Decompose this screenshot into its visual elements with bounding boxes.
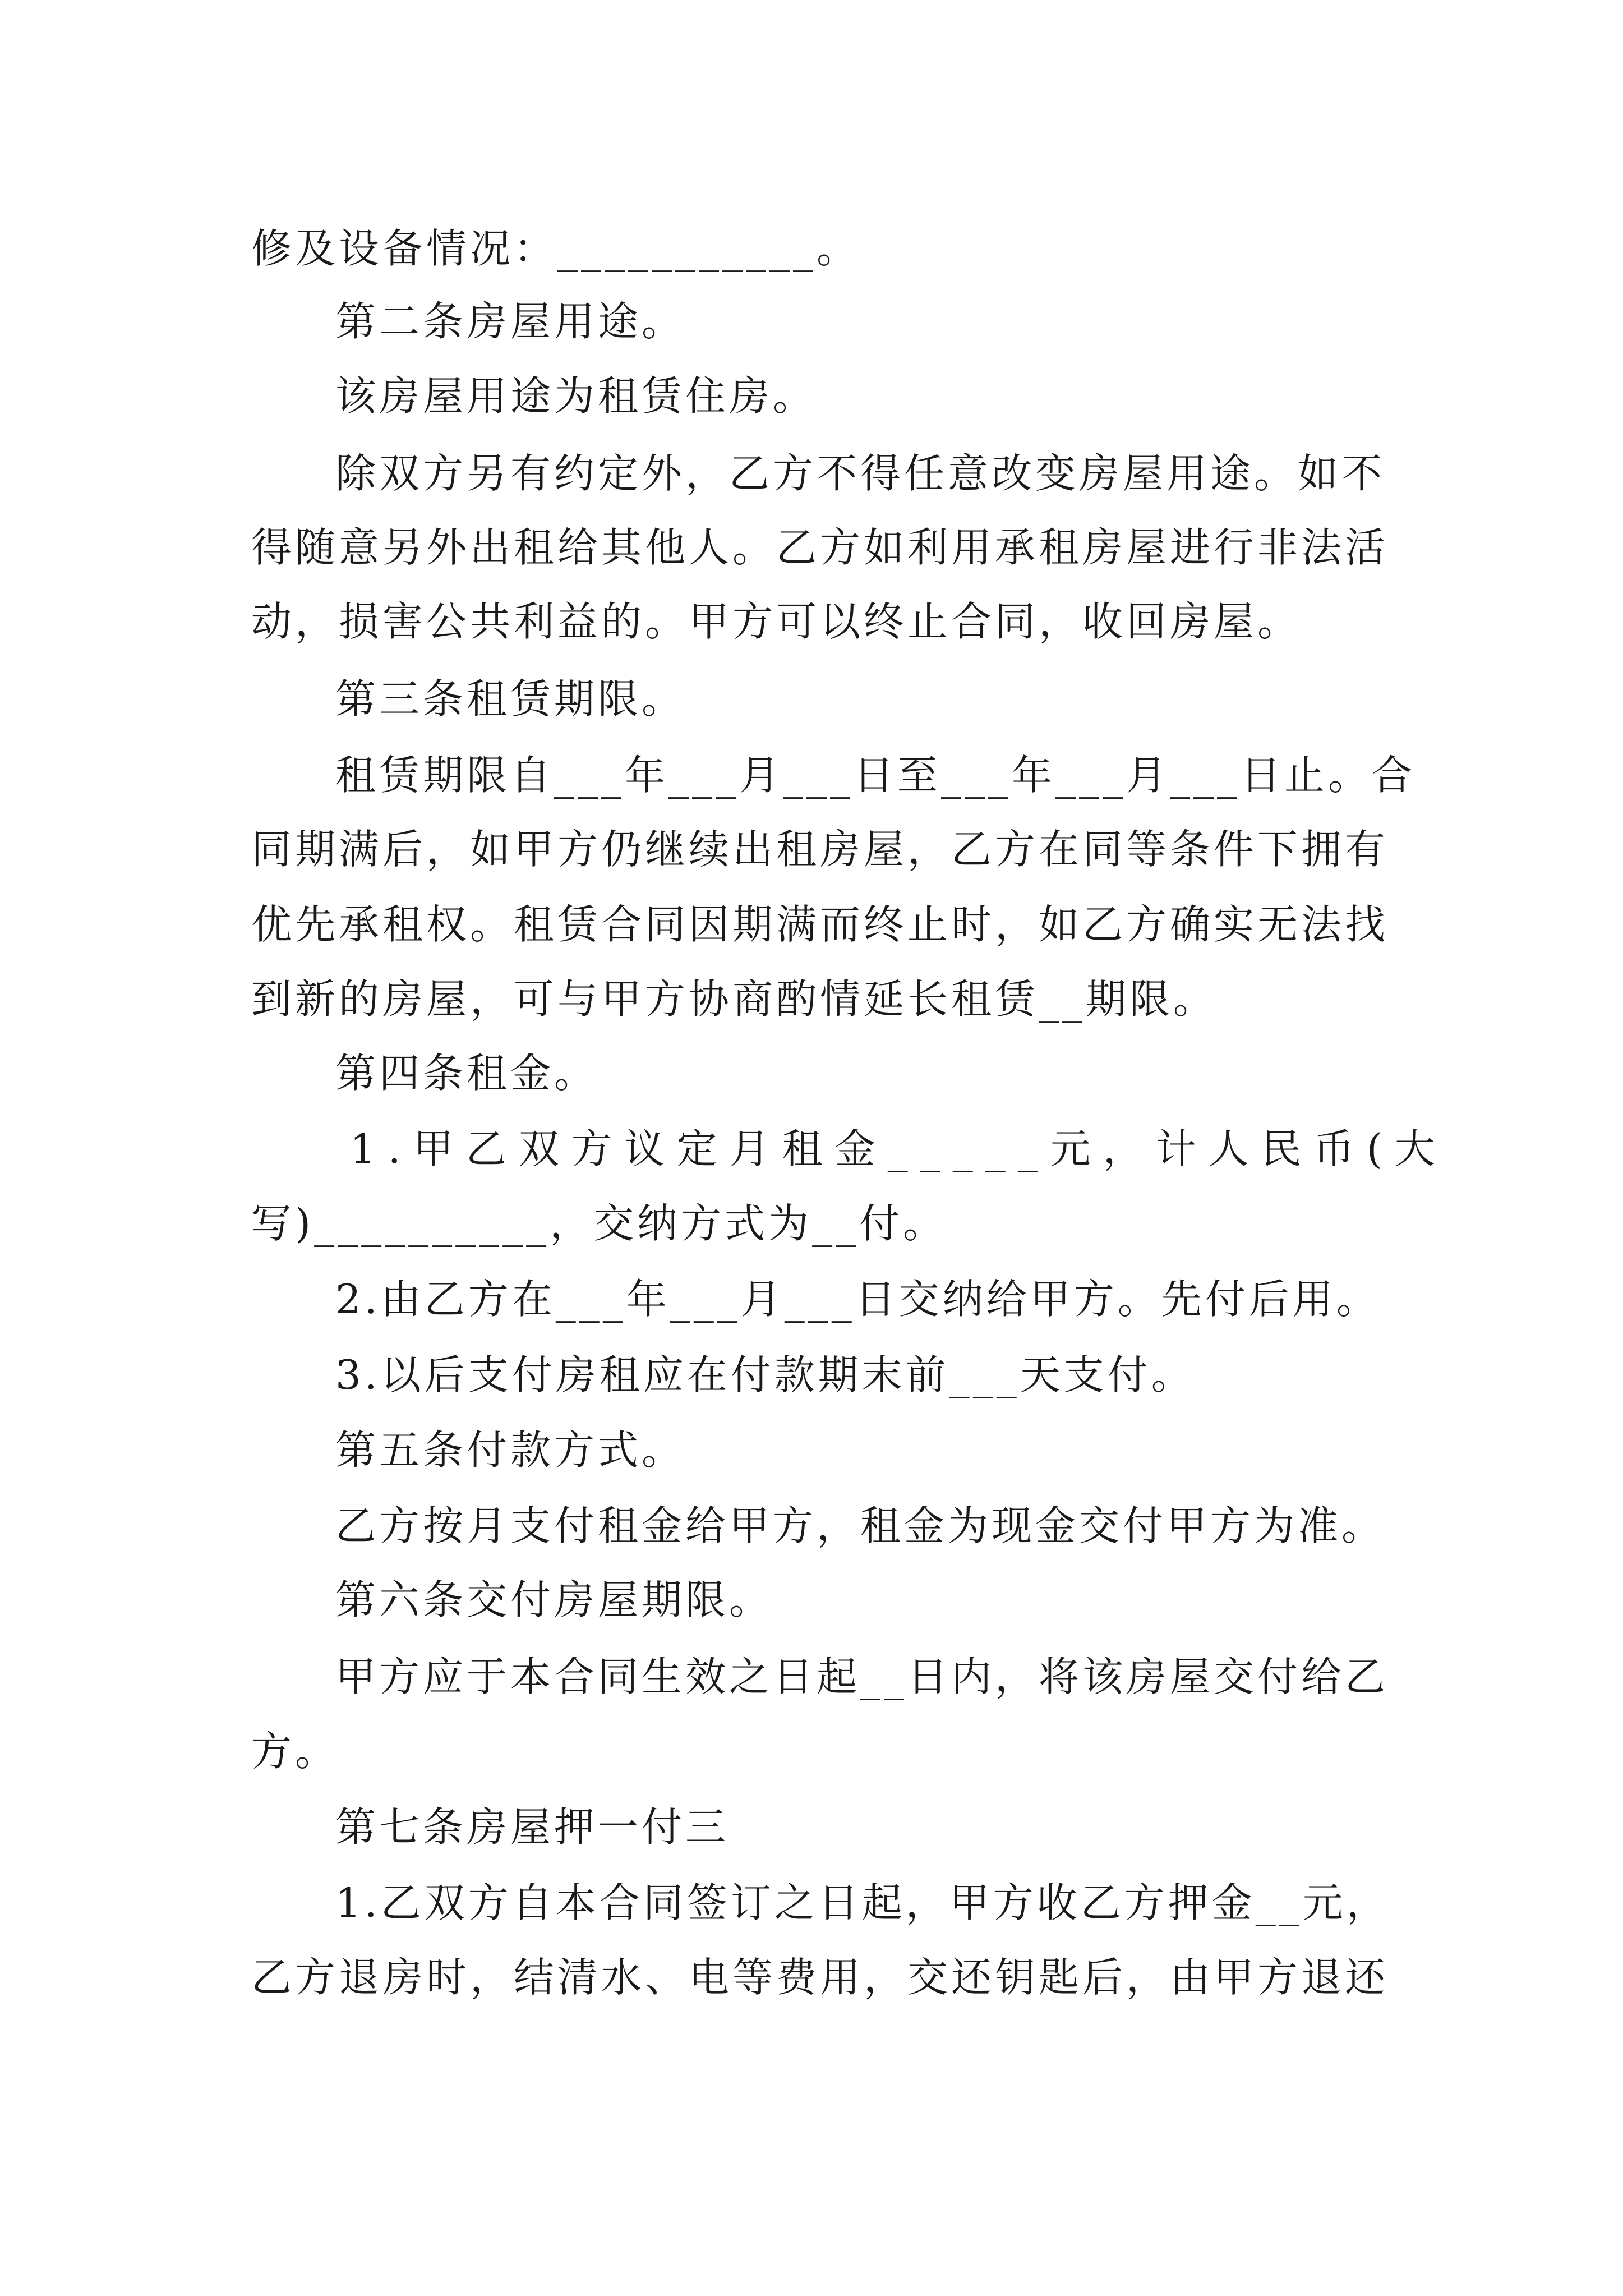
text-line-4: 除双方另有约定外，乙方不得任意改变房屋用途。如不	[335, 450, 1386, 497]
text-line-10: 优先承租权。租赁合同因期满而终止时，如乙方确实无法找	[251, 901, 1389, 948]
text-line-1: 修及设备情况：___________。	[251, 225, 861, 272]
article-6-heading: 第六条交付房屋期限。	[335, 1576, 773, 1623]
article-2-heading: 第二条房屋用途。	[335, 298, 686, 345]
text-line-20: 甲方应于本合同生效之日起__日内，将该房屋交付给乙	[335, 1653, 1389, 1700]
text-line-11: 到新的房屋，可与甲方协商酌情延长租赁__期限。	[251, 976, 1218, 1023]
text-line-18: 乙方按月支付租金给甲方，租金为现金交付甲方为准。	[335, 1502, 1386, 1549]
article-3-heading: 第三条租赁期限。	[335, 675, 686, 723]
text-line-15: 2.由乙方在___年___月___日交纳给甲方。先付后用。	[335, 1276, 1380, 1323]
text-line-13: 1.甲乙双方议定月租金_____元，计人民币(大	[350, 1125, 1447, 1172]
text-line-8: 租赁期限自___年___月___日至___年___月___日止。合	[335, 752, 1416, 799]
text-line-21: 方。	[251, 1728, 339, 1775]
text-line-14: 写)__________，交纳方式为__付。	[251, 1200, 947, 1247]
text-line-23: 1.乙双方自本合同签订之日起，甲方收乙方押金__元，	[335, 1879, 1390, 1926]
text-line-9: 同期满后，如甲方仍继续出租房屋，乙方在同等条件下拥有	[251, 826, 1389, 873]
text-line-3: 该房屋用途为租赁住房。	[335, 372, 817, 420]
text-line-16: 3.以后支付房租应在付款期末前___天支付。	[335, 1351, 1195, 1398]
text-line-6: 动，损害公共利益的。甲方可以终止合同，收回房屋。	[251, 598, 1302, 645]
article-7-heading: 第七条房屋押一付三	[335, 1803, 730, 1851]
text-line-5: 得随意另外出租给其他人。乙方如利用承租房屋进行非法活	[251, 524, 1389, 571]
article-4-heading: 第四条租金。	[335, 1050, 598, 1097]
article-5-heading: 第五条付款方式。	[335, 1427, 686, 1474]
text-line-24: 乙方退房时，结清水、电等费用，交还钥匙后，由甲方退还	[251, 1954, 1389, 2001]
